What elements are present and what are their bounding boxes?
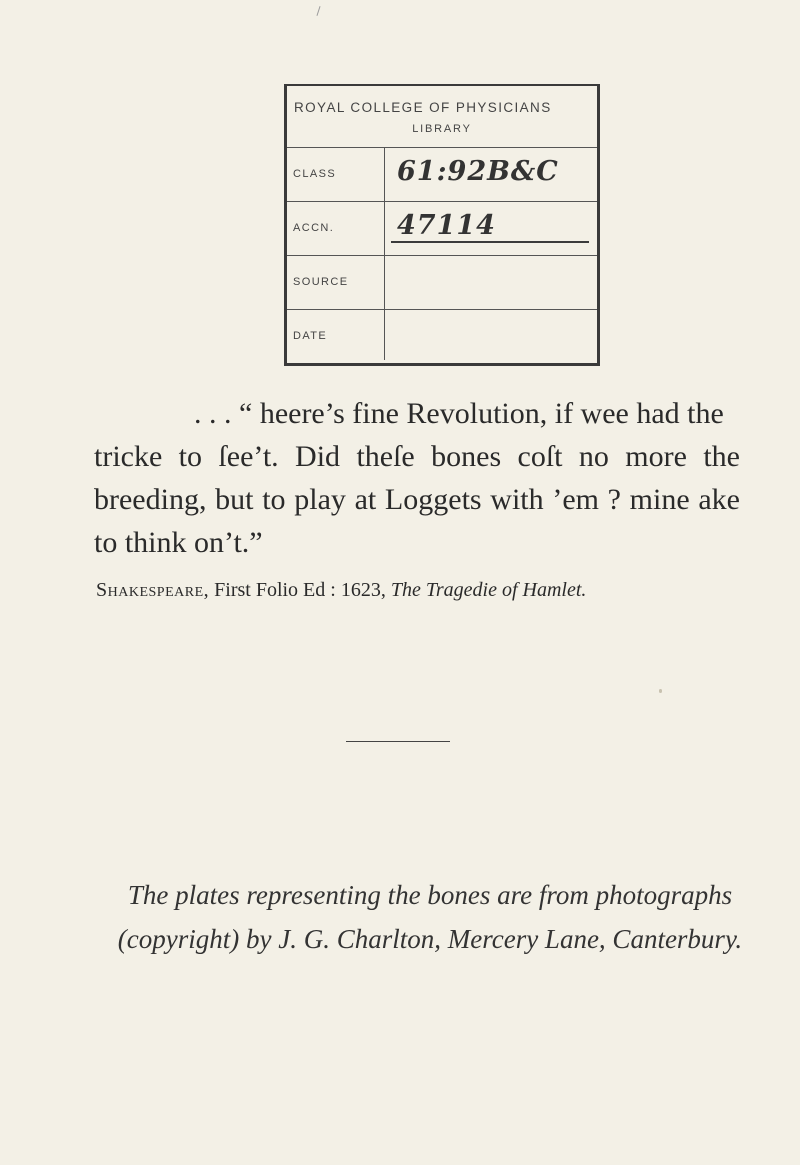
accn-label: ACCN. (293, 222, 335, 234)
quote-body: tricke to ſee’t. Did theſe bones coſt no more the breeding, but to play at Loggets with ’em ? mine ake to think on’t.” (94, 440, 740, 559)
paper-speck (659, 689, 662, 693)
stamp-header (287, 86, 597, 148)
quote-first-line: . . . “ heere’s fine Revolution, if wee had the (194, 397, 724, 430)
stamp-row-source (287, 256, 597, 310)
row-divider (384, 148, 385, 201)
plates-note-line-1: The plates representing the bones are from photographs (127, 880, 733, 910)
plates-note (90, 873, 770, 961)
stamp-subtitle: LIBRARY (412, 123, 472, 135)
section-rule (346, 741, 450, 742)
library-stamp (284, 84, 600, 366)
quote-citation (96, 579, 756, 602)
pencil-mark (316, 6, 320, 16)
handwritten-underline (391, 241, 589, 243)
stamp-row-date (287, 310, 597, 360)
hamlet-quote (94, 392, 740, 564)
stamp-title: ROYAL COLLEGE OF PHYSICIANS (294, 100, 552, 115)
citation-edition: First Folio Ed : 1623, (214, 579, 386, 601)
source-label: SOURCE (293, 276, 349, 288)
date-label: DATE (293, 330, 328, 342)
row-divider (384, 256, 385, 309)
citation-author: Shakespeare, (96, 579, 210, 601)
stamp-row-accn (287, 202, 597, 256)
class-value: 61:92B&C (397, 156, 559, 187)
row-divider (384, 202, 385, 255)
plates-note-line-2: (copyright) by J. G. Charlton, Mercery Lane, Canterbury. (117, 924, 743, 954)
row-divider (384, 310, 385, 360)
citation-work: The Tragedie of Hamlet. (390, 579, 587, 601)
accn-value: 47114 (397, 210, 496, 241)
stamp-row-class (287, 148, 597, 202)
class-label: CLASS (293, 168, 337, 180)
